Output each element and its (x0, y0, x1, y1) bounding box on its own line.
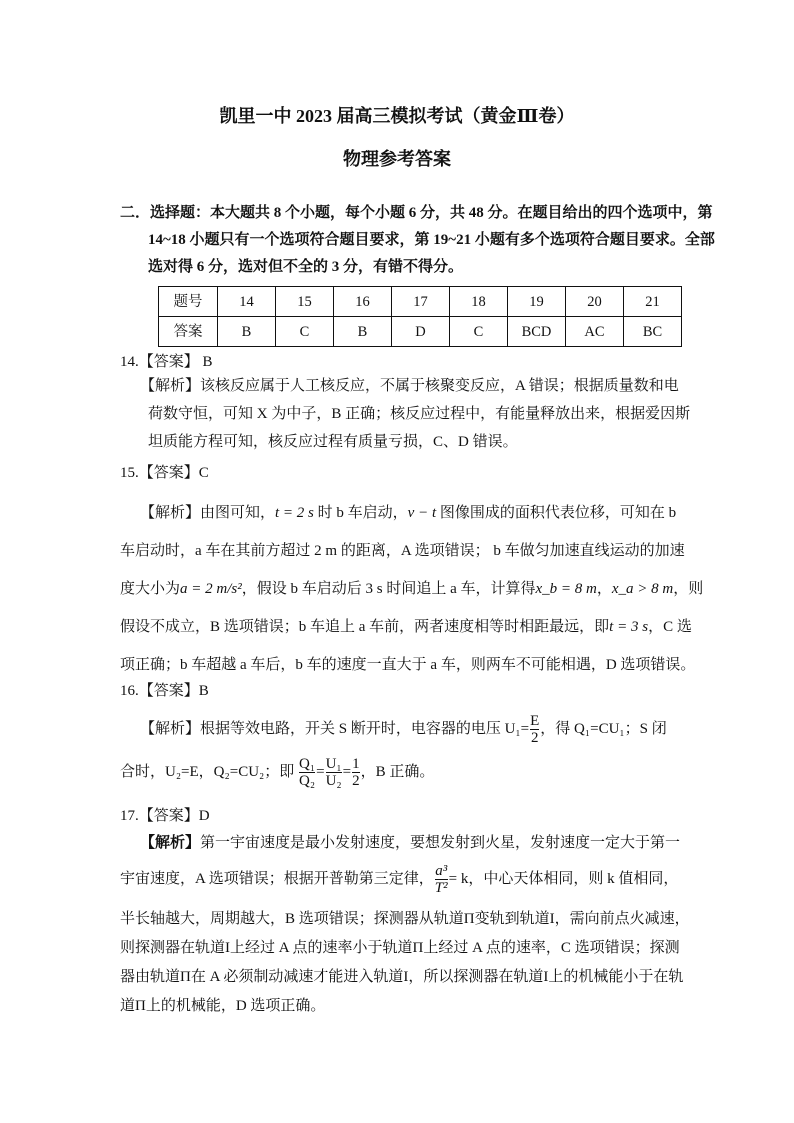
denominator: 2 (530, 730, 539, 746)
denominator: U₂ (325, 773, 342, 789)
fraction (435, 863, 448, 896)
text: 宇宙速度，A 选项错误；根据开普勒第三定律， (120, 870, 434, 887)
text: ，则 (673, 581, 704, 597)
q15-analysis (120, 617, 692, 637)
q16-analysis: 合时，U₂=E，Q₂=CU₂；即 $\frac{\text{Q₁}}{\text{Q₂}}$ = $\frac{\text{U₁}}{\text{U₂}}$ = $\frac{1}{2}$ ，B 正确。 (120, 756, 435, 789)
denominator: Q₂ (299, 773, 316, 789)
math: a = 2 m/s² (180, 581, 242, 597)
table-cell: 16 (334, 287, 392, 317)
q14-answer: 14.【答案】 B (120, 354, 213, 370)
q15-analysis (120, 579, 703, 599)
table-cell: C (450, 317, 508, 347)
table-row (159, 317, 682, 347)
text: = k，中心天体相同，则 k 值相同， (448, 870, 679, 887)
section-intro: 选对得 6 分，选对但不全的 3 分，有错不得分。 (148, 259, 464, 275)
table-cell: 20 (566, 287, 624, 317)
denominator: T² (434, 880, 448, 896)
fraction (530, 713, 539, 746)
numerator: 1 (352, 756, 360, 772)
q17-analysis (120, 863, 678, 896)
table-cell: 题号 (159, 287, 218, 317)
table-cell: 17 (392, 287, 450, 317)
table-cell: B (218, 317, 276, 347)
text: ，B 正确。 (360, 763, 435, 780)
text: ，C 选 (648, 619, 692, 635)
q17-analysis: 半长轴越大，周期越大，B 选项错误；探测器从轨道Π变轨到轨道I，需向前点火减速， (120, 911, 690, 927)
table-cell: C (276, 317, 334, 347)
text: 【解析】由图可知， (140, 505, 276, 521)
text: 第一宇宙速度是最小发射速度，要想发射到火星，发射速度一定大于第一 (200, 835, 681, 851)
section-intro: 14~18 小题只有一个选项符合题目要求，第 19~21 小题有多个选项符合题目要求。全部 (148, 232, 715, 248)
q14-analysis: 坦质能方程可知，核反应过程有质量亏损，C、D 错误。 (148, 434, 518, 450)
text: 合时，U₂=E，Q₂=CU₂；即 (120, 763, 295, 780)
table-cell: 答案 (159, 317, 218, 347)
numerator: Q₁ (299, 756, 316, 772)
table-cell: 19 (508, 287, 566, 317)
fraction (352, 756, 360, 789)
table-cell: D (392, 317, 450, 347)
math: x_a > 8 m (611, 581, 674, 597)
q17-answer: 17.【答案】D (120, 808, 210, 824)
table-cell: B (334, 317, 392, 347)
text: 【解析】根据等效电路，开关 S 断开时，电容器的电压 U₁= (140, 720, 530, 737)
math: t = 2 s (275, 505, 314, 521)
section-intro: 二．选择题：本大题共 8 个小题，每个小题 6 分，共 48 分。在题目给出的四个选项中，第 (120, 205, 713, 221)
analysis-label: 【解析】 (140, 835, 201, 851)
q16-answer: 16.【答案】B (120, 683, 209, 699)
q17-analysis: 道Π上的机械能，D 选项正确。 (120, 998, 326, 1014)
q17-analysis (140, 833, 680, 853)
q17-analysis: 器由轨道Π在 A 必须制动减速才能进入轨道I，所以探测器在轨道I上的机械能小于在轨 (120, 969, 684, 985)
fraction (299, 756, 315, 789)
text: 时 b 车启动， (313, 505, 408, 521)
page-title: 凯里一中 2023 届高三模拟考试（黄金Ⅲ卷） (219, 106, 575, 126)
table-cell: 18 (450, 287, 508, 317)
text: ，得 Q₁=CU₁；S 闭 (540, 720, 667, 737)
text: 度大小为 (120, 581, 181, 597)
math: x_b = 8 m (535, 581, 597, 597)
denominator: 2 (352, 773, 360, 789)
table-cell: 21 (624, 287, 682, 317)
q15-answer: 15.【答案】C (120, 465, 209, 481)
table-header-row (159, 287, 682, 317)
text: 图像围成的面积代表位移，可知在 b (436, 505, 677, 521)
text: 假设不成立，B 选项错误；b 车追上 a 车前，两者速度相等时相距最远，即 (120, 619, 610, 635)
q15-analysis: 项正确；b 车超越 a 车后，b 车的速度一直大于 a 车，则两车不可能相遇，D 选项错误。 (120, 657, 696, 673)
table-cell: BC (624, 317, 682, 347)
math: t = 3 s (609, 619, 649, 635)
q14-analysis: 荷数守恒，可知 X 为中子，B 正确；核反应过程中，有能量释放出来，根据爱因斯 (148, 406, 691, 422)
table-cell: 14 (218, 287, 276, 317)
text: ，假设 b 车启动后 3 s 时间追上 a 车，计算得 (241, 581, 536, 597)
math: v − t (407, 505, 437, 521)
q14-analysis: 【解析】该核反应属于人工核反应，不属于核聚变反应，A 错误；根据质量数和电 (140, 378, 679, 394)
table-cell: BCD (508, 317, 566, 347)
table-cell: 15 (276, 287, 334, 317)
fraction (326, 756, 342, 789)
numerator: a³ (435, 863, 448, 879)
q15-analysis (140, 503, 676, 523)
q15-analysis: 车启动时，a 车在其前方超过 2 m 的距离，A 选项错误； b 车做匀加速直线运动的加速 (120, 543, 685, 559)
text: ， (596, 581, 612, 597)
table-cell: AC (566, 317, 624, 347)
numerator: U₁ (325, 756, 342, 772)
q17-analysis: 则探测器在轨道I上经过 A 点的速率小于轨道Π上经过 A 点的速率，C 选项错误；探测 (120, 940, 680, 956)
q16-analysis (140, 713, 667, 746)
answer-table (158, 286, 682, 347)
numerator: E (530, 713, 540, 729)
page-subtitle: 物理参考答案 (343, 149, 451, 169)
